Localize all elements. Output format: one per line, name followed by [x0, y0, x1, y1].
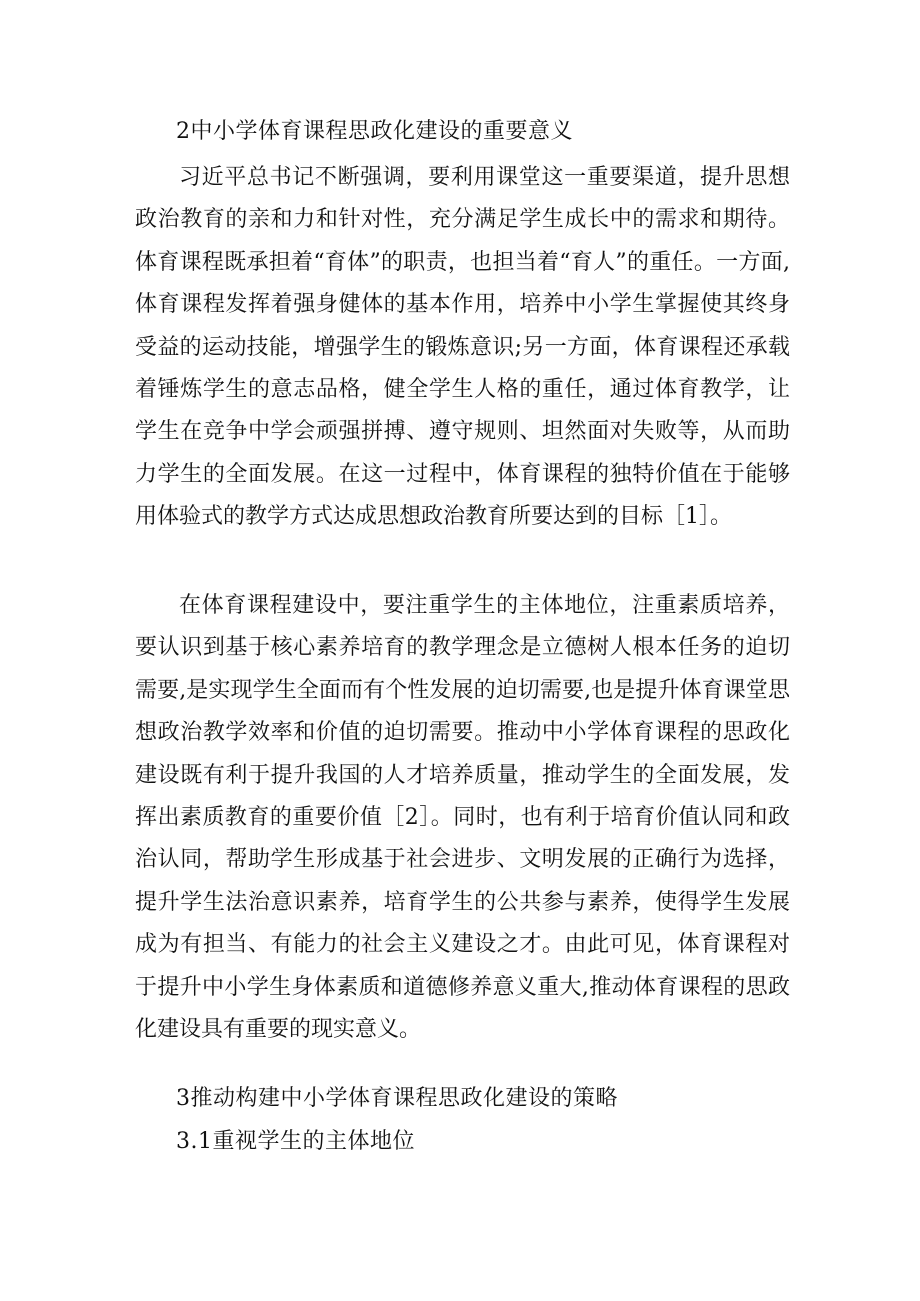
section-heading-2: 2中小学体育课程思政化建设的重要意义	[176, 119, 573, 144]
subsection-heading-3-1: 3.1重视学生的主体地位	[176, 1129, 415, 1154]
paragraph-significance: 习近平总书记不断强调，要利用课堂这一重要渠道，提升思想政治教育的亲和力和针对性，充分满足学生成长中的需求和期待。体育课程既承担着“育体”的职责，也担当着“育人”的重任。一方面,体育课程发挥着强身健体的基本作用，培养中小学生掌握使其终身受益的运动技能，增强学生的锻炼意识;另一方面，体育课程还承载着锤炼学生的意志品格，健全学生人格的重任，通过体育教学，让学生在竞争中学会顽强拼搏、遵守规则、坦然面对失败等，从而助力学生的全面发展。在这一过程中，体育课程的独特价值在于能够用体验式的教学方式达成思想政治教育所要达到的目标［1］。	[135, 165, 790, 530]
section-heading-3: 3推动构建中小学体育课程思政化建设的策略	[176, 1086, 618, 1111]
paragraph-course-construction: 在体育课程建设中，要注重学生的主体地位，注重素质培养，要认识到基于核心素养培育的教学理念是立德树人根本任务的迫切需要,是实现学生全面而有个性发展的迫切需要,也是提升体育课堂思想政治教学效率和价值的迫切需要。推动中小学体育课程的思政化建设既有利于提升我国的人才培养质量，推动学生的全面发展，发挥出素质教育的重要价值［2］。同时，也有利于培育价值认同和政治认同，帮助学生形成基于社会进步、文明发展的正确行为选择，提升学生法治意识素养，培育学生的公共参与素养，使得学生发展成为有担当、有能力的社会主义建设之才。由此可见，体育课程对于提升中小学生身体素质和道德修养意义重大,推动体育课程的思政化建设具有重要的现实意义。	[135, 593, 790, 1043]
